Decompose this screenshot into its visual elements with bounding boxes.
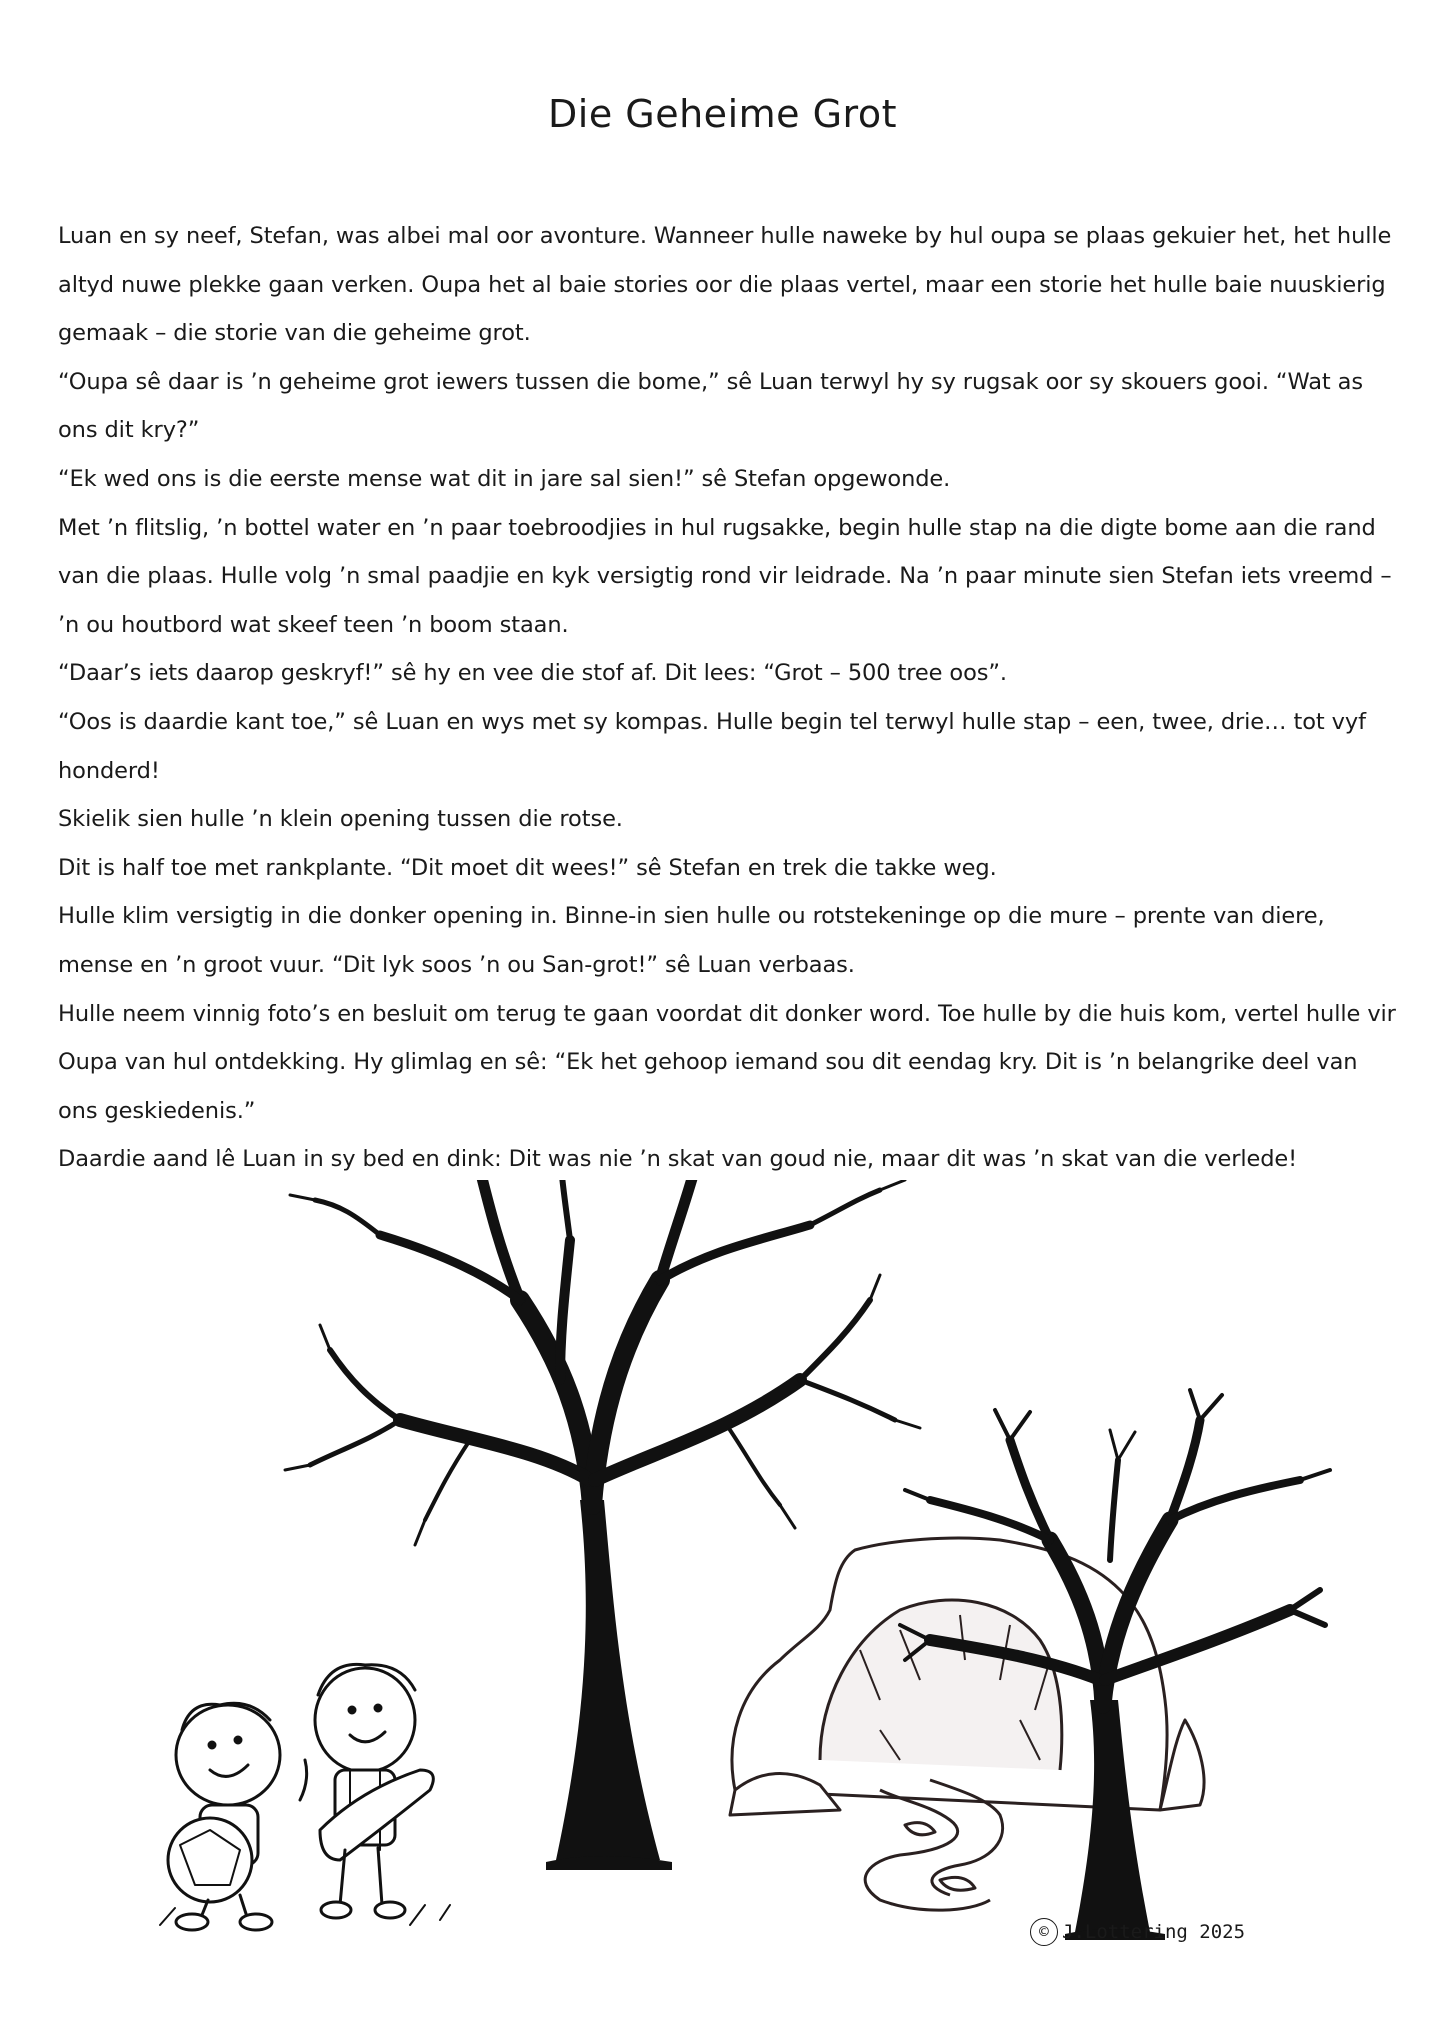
copyright-notice bbox=[1030, 1918, 1245, 1946]
paragraph: Hulle neem vinnig foto’s en besluit om terug te gaan voordat dit donker word. Toe hulle by die huis kom, vertel hulle vir Oupa van hul ontdekking. Hy glimlag en sê: “Ek het gehoop iemand sou dit eendag kry. Dit is ’n belangrike deel van ons geskiedenis.” bbox=[58, 1000, 1396, 1124]
paragraph: Daardie aand lê Luan in sy bed en dink: Dit was nie ’n skat van goud nie, maar dit was ’n skat van die verlede! bbox=[58, 1146, 1298, 1173]
paragraph: Luan en sy neef, Stefan, was albei mal oor avonture. Wanneer hulle naweke by hul oupa se plaas gekuier het, het hulle altyd nuwe plekke gaan verken. Oupa het al baie stories oor die plaas vertel, maar een storie het hulle baie nuuskierig gemaak – die storie van die geheime grot. bbox=[58, 223, 1392, 347]
paragraph: Skielik sien hulle ’n klein opening tussen die rotse. bbox=[58, 806, 623, 833]
paragraph: “Oupa sê daar is ’n geheime grot iewers tussen die bome,” sê Luan terwyl hy sy rugsak oor sy skouers gooi. “Wat as ons dit kry?” bbox=[58, 368, 1363, 444]
story-illustration bbox=[0, 1180, 1445, 2044]
page-title: Die Geheime Grot bbox=[548, 92, 897, 136]
story-body bbox=[58, 212, 1398, 1184]
paragraph: Dit is half toe met rankplante. “Dit moet dit wees!” sê Stefan en trek die takke weg. bbox=[58, 854, 997, 881]
children-icon bbox=[160, 1664, 450, 1930]
paragraph: “Daar’s iets daarop geskryf!” sê hy en vee die stof af. Dit lees: “Grot – 500 tree oos”. bbox=[58, 660, 1007, 687]
paragraph: “Oos is daardie kant toe,” sê Luan en wys met sy kompas. Hulle begin tel terwyl hulle stap – een, twee, drie… tot vyf honderd! bbox=[58, 708, 1366, 784]
paragraph: Met ’n flitslig, ’n bottel water en ’n paar toebroodjies in hul rugsakke, begin hulle stap na die digte bome aan die rand van die plaas. Hulle volg ’n smal paadjie en kyk versigtig rond vir leidrade. Na ’n paar minute sien Stefan iets vreemd – ’n ou houtbord wat skeef teen ’n boom staan. bbox=[58, 514, 1392, 638]
copyright-icon: © bbox=[1030, 1918, 1058, 1946]
copyright-text: J.Lottering 2025 bbox=[1062, 1921, 1246, 1943]
paragraph: “Ek wed ons is die eerste mense wat dit in jare sal sien!” sê Stefan opgewonde. bbox=[58, 465, 951, 492]
paragraph: Hulle klim versigtig in die donker opening in. Binne-in sien hulle ou rotstekeninge op die mure – prente van diere, mense en ’n groot vuur. “Dit lyk soos ’n ou San-grot!” sê Luan verbaas. bbox=[58, 903, 1325, 978]
